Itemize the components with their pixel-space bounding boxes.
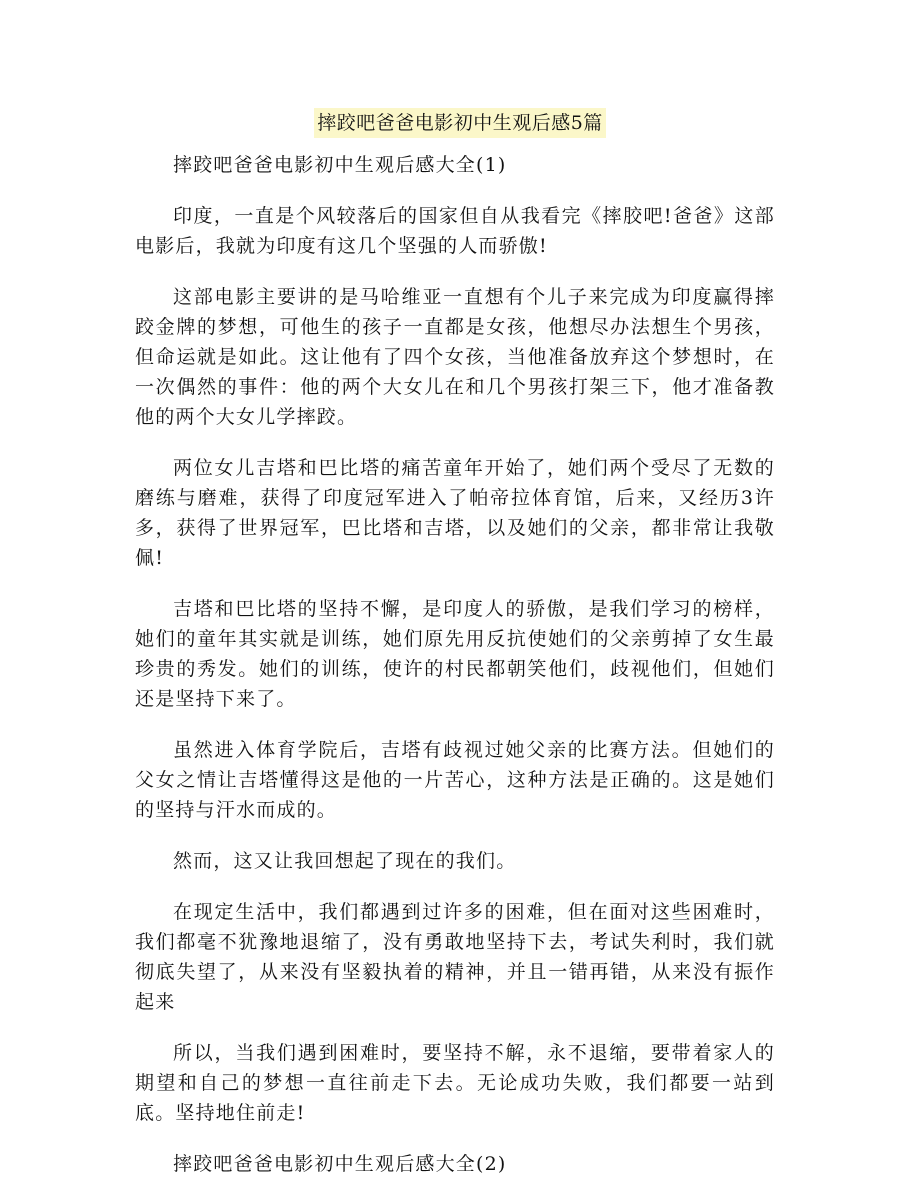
paragraph: 吉塔和巴比塔的坚持不懈，是印度人的骄傲，是我们学习的榜样，她们的童年其实就是训练，她们原先用反抗使她们的父亲剪掉了女生最珍贵的秀发。她们的训练，使许的村民都朝笑他们，歧视他们，但她们还是坚持下来了。 <box>135 598 775 710</box>
section-heading-1: 摔跤吧爸爸电影初中生观后感大全(1) <box>173 154 507 176</box>
paragraph: 两位女儿吉塔和巴比塔的痛苦童年开始了，她们两个受尽了无数的磨练与磨难，获得了印度冠军进入了帕帝拉体育馆，后来，又经历3许多，获得了世界冠军，巴比塔和吉塔，以及她们的父亲，都非常让我敬佩! <box>135 457 775 569</box>
title-container <box>0 108 920 138</box>
paragraph: 然而，这又让我回想起了现在的我们。 <box>173 850 517 872</box>
document-title: 摔跤吧爸爸电影初中生观后感5篇 <box>314 108 606 138</box>
section-heading-2: 摔跤吧爸爸电影初中生观后感大全(2) <box>173 1153 507 1175</box>
paragraph: 在现定生活中，我们都遇到过许多的困难，但在面对这些困难时，我们都毫不犹豫地退缩了，没有勇敢地坚持下去，考试失利时，我们就彻底失望了，从来没有坚毅执着的精神，并且一错再错，从来没有振作起来 <box>135 901 775 1013</box>
document-body <box>135 150 775 1200</box>
paragraph: 虽然进入体育学院后，吉塔有歧视过她父亲的比赛方法。但她们的父女之情让吉塔懂得这是他的一片苦心，这种方法是正确的。这是她们的坚持与汗水而成的。 <box>135 739 775 821</box>
paragraph: 印度，一直是个风较落后的国家但自从我看完《摔胶吧!爸爸》这部电影后，我就为印度有这几个坚强的人而骄傲! <box>135 205 775 257</box>
paragraph: 所以，当我们遇到困难时，要坚持不解，永不退缩，要带着家人的期望和自己的梦想一直往前走下去。无论成功失败，我们都要一站到底。坚持地住前走! <box>135 1042 775 1124</box>
paragraph: 这部电影主要讲的是马哈维亚一直想有个儿子来完成为印度赢得摔跤金牌的梦想，可他生的孩子一直都是女孩，他想尽办法想生个男孩，但命运就是如此。这让他有了四个女孩，当他准备放弃这个梦想时，在一次偶然的事件：他的两个大女儿在和几个男孩打架三下，他才准备教他的两个大女儿学摔跤。 <box>135 286 775 428</box>
